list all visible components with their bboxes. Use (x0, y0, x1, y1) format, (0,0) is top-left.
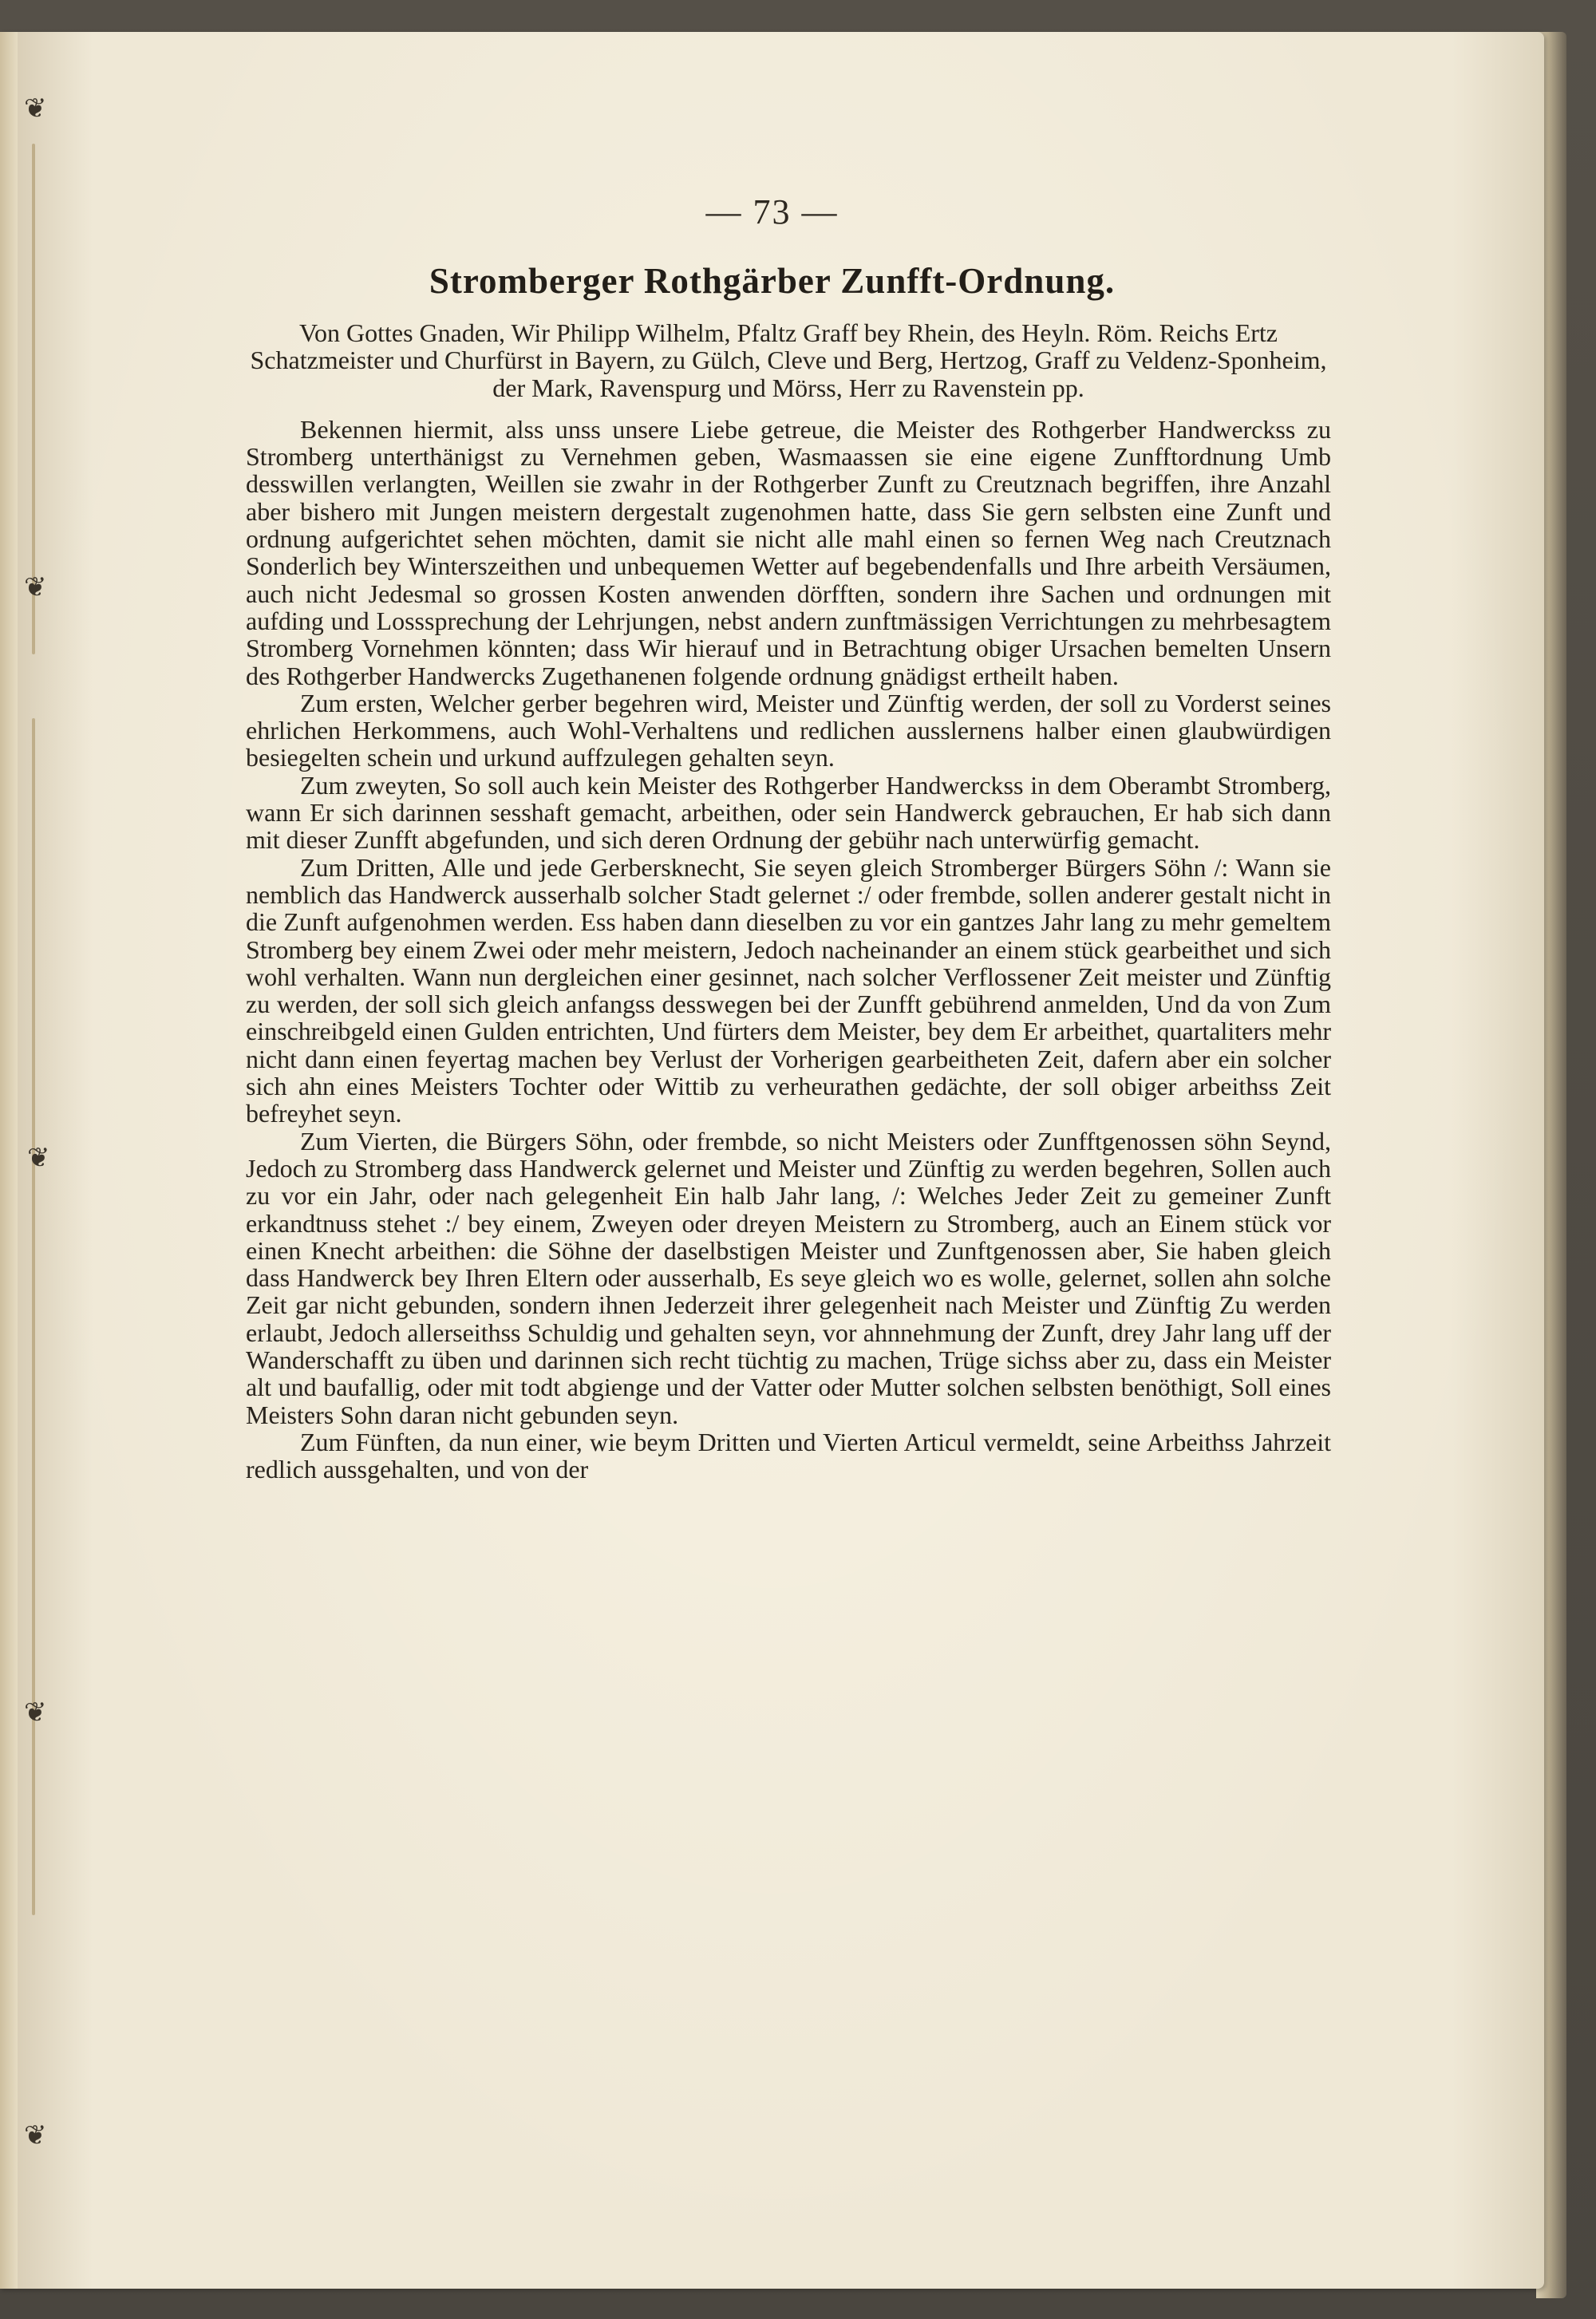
paragraph: Zum Fünften, da nun einer, wie beym Dritten und Vierten Articul vermeldt, seine Arbeithss Jahrzeit redlich aussgehalten, und von der (246, 1427, 1331, 1484)
paragraph: Zum ersten, Welcher gerber begehren wird, Meister und Zünftig werden, der soll zu Vorderst seines ehrlichen Herkommens, auch Wohl-Verhaltens und redlichen ausslernens halber einen glaubwürdigen besiegelten schein und urkund auffzulegen gehalten seyn. (246, 688, 1331, 772)
paragraph: Bekennen hiermit, alss unss unsere Liebe getreue, die Meister des Rothgerber Handwerckss zu Stromberg unterthänigst zu Vernehmen geben, Wasmaassen sie eine eigene Zunfftordnung Umb desswillen verlangten, Weillen sie zwahr in der Rothgerber Zunft zu Creutznach begriffen, ihre Anzahl aber bishero mit Jungen meistern dergestalt zugenohmen hatte, dass Sie gern selbsten eine Zunft und ordnung aufgerichtet sehen möchten, damit sie nicht alle mahl einen so fernen Weg nach Creutznach Sonderlich bey Winterszeithen und unbequemen Wetter auf begebendenfalls und Ihre arbeith Versäumen, auch nicht Jedesmal so grossen Kosten anwenden dörfften, sondern ihre Sachen und ordnungen mit aufding und Losssprechung der Lehrjungen, nebst andern zunftmässigen Verrichtungen zu mehrbesagtem Stromberg Vornehmen könnten; dass Wir hierauf und in Betrachtung obiger Ursachen bemelten Unsern des Rothgerber Handwercks Zugethanenen folgende ordnung gnädigst ertheilt haben. (246, 414, 1331, 690)
body-text (246, 319, 1331, 1483)
paragraph: Zum Vierten, die Bürgers Söhn, oder frembde, so nicht Meisters oder Zunfftgenossen söhn Seynd, Jedoch zu Stromberg dass Handwerck gelernet und Meister und Zünftig zu werden begehren, Sollen auch zu vor ein Jahr, oder nach gelegenheit Ein halb Jahr lang, /: Welches Jeder Zeit zu gemeiner Zunft erkandtnuss stehet :/ bey einem, Zweyen oder dreyen Meistern zu Stromberg, auch an Einem stück vor einen Knecht arbeithen: die Söhne der daselbstigen Meister und Zunftgenossen aber, Sie haben gleich dass Handwerck bey Ihren Eltern oder ausserhalb, Es seye gleich wo es wolle, gelernet, sollen ahn solche Zeit gar nicht gebunden, sondern ihnen Jederzeit ihrer gelegenheit nach Meister und Zünftig Zu werden erlaubt, Jedoch allerseithss Schuldig und gehalten seyn, vor ahnnehmung der Zunft, drey Jahr lang uff der Wanderschafft zu üben und darinnen sich recht tüchtig zu machen, Trüge sichss aber zu, dass ein Meister alt und baufallig, oder mit todt abgienge und der Vatter oder Mutter solchen selbsten benöthigt, Soll eines Meisters Sohn daran nicht gebunden seyn. (246, 1126, 1331, 1429)
binding-stitch (32, 718, 35, 1915)
intro-paragraph: Von Gottes Gnaden, Wir Philipp Wilhelm, Pfaltz Graff bey Rhein, des Heyln. Röm. Reichs Ertz Schatzmeister und Churfürst in Bayern, zu Gülch, Cleve und Berg, Hertzog, Graff zu Veldenz-Sponheim, der Mark, Ravenspurg und Mörss, Herr zu Ravenstein pp. (250, 318, 1327, 402)
binding-mark: ❦ (24, 573, 47, 602)
page-number: — 73 — (705, 192, 839, 231)
binding-mark: ❦ (24, 1698, 47, 1728)
binding-mark: ❦ (27, 1144, 50, 1173)
paragraph: Zum Dritten, Alle und jede Gerbersknecht, Sie seyen gleich Stromberger Bürgers Söhn /: Wann sie nemblich das Handwerck ausserhalb solcher Stadt gelernet :/ oder frembde, sollen anderer gestalt nicht in die Zunft aufgenohmen werden. Ess haben dann dieselben zu vor ein gantzes Jahr lang zu mehr gemeltem Stromberg bey einem Zwei oder mehr meistern, Jedoch nacheinander an einem stück gearbeithet und sich wohl verhalten. Wann nun dergleichen einer gesinnet, nach solcher Verflossener Zeit meister und Zünftig zu werden, der soll sich gleich anfangss desswegen bei der Zunfft gebührend anmelden, Und da von Zum einschreibgeld einen Gulden entrichten, Und fürters dem Meister, bey dem Er arbeithet, quartaliters mehr nicht dann einen feyertag machen bey Verlust der Vorherigen gearbeitheten Zeit, dafern aber ein solcher sich ahn eines Meisters Tochter oder Wittib zu verheurathen gedächte, der soll obiger arbeithss Zeit befreyhet seyn. (246, 852, 1331, 1128)
page-binding (0, 32, 18, 2289)
binding-mark: ❦ (24, 94, 47, 124)
document-title: Stromberger Rothgärber Zunfft-Ordnung. (429, 261, 1116, 301)
paragraph: Zum zweyten, So soll auch kein Meister des Rothgerber Handwerckss in dem Oberambt Stromberg, wann Er sich darinnen sesshaft gemacht, arbeithen, oder sein Handwerck gebrauchen, Er hab sich dann mit dieser Zunfft abgefunden, und sich deren Ordnung der gebühr nach unterwürfig gemacht. (246, 770, 1331, 855)
binding-mark: ❦ (24, 2121, 47, 2151)
